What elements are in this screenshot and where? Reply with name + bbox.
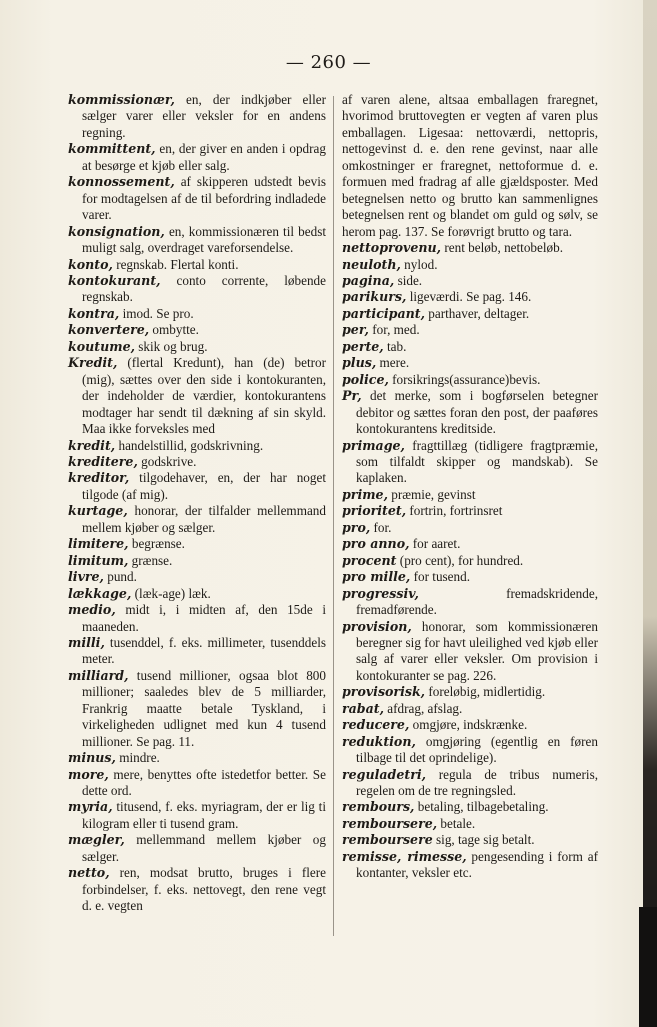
entry-headword: pagina, (342, 272, 395, 288)
entry-headword: plus, (342, 355, 377, 371)
entry-headword: myria, (68, 799, 113, 815)
dictionary-entry (342, 388, 598, 437)
entry-definition: omgjøring (egentlig en føren tilbage til det oprindelige). (356, 733, 598, 766)
entry-definition: ren, modsat brutto, bruges i flere forbindelser, f. eks. nettovegt, den rene vegt d. e. vegten (82, 865, 326, 914)
page-edge-shadow (639, 907, 657, 1027)
dictionary-entry (342, 92, 598, 240)
dictionary-entry (68, 92, 326, 141)
entry-definition: fremadskridende, fremadførende. (356, 585, 598, 618)
entry-definition: omgjøre, indskrænke. (409, 717, 528, 733)
entry-definition: honorar, som kommissionæren beregner sig for havt uleilighed ved kjøb eller salg af varer eller veksler. Om provision i kontokuranter se pag. 226. (356, 618, 598, 683)
entry-headword: pro mille, (342, 569, 411, 585)
dictionary-entry (342, 438, 598, 487)
entry-headword: kommissionær, (68, 92, 175, 107)
entry-definition: tilgodehaver, en, der har noget tilgode (af mig). (82, 470, 326, 502)
dictionary-entry (68, 306, 326, 322)
entry-definition: midt i, i midten af, den 15de i maaneden. (82, 602, 326, 634)
entry-headword: more, (68, 766, 109, 782)
entry-headword: prime, (342, 486, 388, 502)
dictionary-entry (342, 339, 598, 355)
entry-headword: perte, (342, 338, 384, 354)
entry-headword: parikurs, (342, 289, 407, 305)
dictionary-entry (68, 586, 326, 602)
entry-definition: ombytte. (149, 322, 199, 338)
dictionary-entry (342, 619, 598, 685)
entry-headword: participant, (342, 305, 425, 321)
entry-definition: en, kommissionæren til bedst muligt salg, overdraget vareforsendelse. (82, 223, 326, 256)
entry-headword: kommittent, (68, 141, 156, 157)
column-divider (333, 96, 334, 936)
entry-definition: betaling, tilbagebetaling. (414, 799, 549, 815)
dictionary-entry (342, 355, 598, 371)
dictionary-entry (68, 454, 326, 470)
entry-definition: imod. Se pro. (119, 305, 194, 321)
dictionary-entry (342, 799, 598, 815)
entry-headword: reguladetri, (342, 766, 426, 782)
entry-headword: prioritet, (342, 503, 407, 519)
entry-headword: per, (342, 322, 369, 338)
entry-headword: mægler, (68, 832, 125, 848)
entry-definition: en, der giver en anden i opdrag at besørge et kjøb eller salg. (82, 141, 326, 173)
entry-definition: titusend, f. eks. myriagram, der er lig ti kilogram eller ti tusend gram. (82, 799, 326, 831)
dictionary-entry (342, 503, 598, 519)
dictionary-entry (342, 487, 598, 503)
dictionary-entry (68, 865, 326, 914)
entry-headword: primage, (342, 437, 405, 453)
entry-definition: for aaret. (409, 536, 461, 552)
dictionary-entry (342, 322, 598, 338)
entry-definition: regnskab. Flertal konti. (112, 256, 239, 272)
entry-headword: konto, (68, 256, 113, 272)
dictionary-entry (68, 273, 326, 306)
entry-headword: progressiv, (342, 585, 419, 601)
dictionary-entry (68, 503, 326, 536)
entry-headword: netto, (68, 865, 110, 881)
entry-definition: pund. (103, 569, 137, 585)
dictionary-entry (342, 849, 598, 882)
entry-definition: mere. (376, 355, 410, 371)
dictionary-entry (342, 586, 598, 619)
dictionary-entry (68, 569, 326, 585)
entry-definition: grænse. (128, 552, 173, 568)
dictionary-entry (342, 684, 598, 700)
entry-headword: limitere, (68, 536, 129, 552)
dictionary-entry (342, 553, 598, 569)
entry-headword: minus, (68, 750, 116, 766)
dictionary-entry (342, 520, 598, 536)
entry-definition: honorar, der tilfalder mellemmand mellem kjøber og sælger. (82, 503, 326, 535)
dictionary-entry (342, 717, 598, 733)
entry-headword: koutume, (68, 338, 135, 354)
dictionary-entry (68, 322, 326, 338)
entry-headword: medio, (68, 602, 116, 618)
entry-definition: tab. (383, 338, 407, 354)
dictionary-entry (342, 240, 598, 256)
entry-headword: nettoprovenu, (342, 240, 442, 256)
entry-headword: police, (342, 371, 389, 387)
entry-headword: reducere, (342, 717, 410, 733)
entry-definition: mere, benyttes ofte istedetfor better. Se dette ord. (82, 766, 326, 799)
entry-headword: neuloth, (342, 256, 401, 272)
entry-headword: kontra, (68, 305, 120, 321)
entry-headword: pro, (342, 519, 371, 535)
dictionary-entry (342, 536, 598, 552)
dictionary-entry (68, 438, 326, 454)
entry-headword: pro anno, (342, 536, 410, 552)
dictionary-entry (342, 306, 598, 322)
dictionary-entry (342, 816, 598, 832)
entry-headword: milli, (68, 634, 105, 650)
entry-headword: provisorisk, (342, 684, 426, 700)
dictionary-entry (68, 602, 326, 635)
entry-definition: forsikrings(assurance)bevis. (388, 371, 541, 387)
entry-headword: rabat, (342, 700, 384, 716)
entry-definition: parthaver, deltager. (424, 305, 530, 321)
entry-definition: mindre. (115, 750, 160, 766)
entry-definition: det merke, som i bogførselen betegner debitor og sættes foran den post, der paaføres kontokurantens kreditside. (356, 388, 598, 437)
dictionary-entry (342, 569, 598, 585)
entry-headword: lækkage, (68, 585, 132, 601)
entry-headword: Kredit, (68, 355, 118, 371)
entry-headword: milliard, (68, 667, 129, 683)
right-column (342, 92, 598, 882)
dictionary-entry (342, 767, 598, 800)
dictionary-entry (68, 832, 326, 865)
entry-headword: rembours, (342, 799, 415, 815)
entry-definition: tusenddel, f. eks. millimeter, tusenddels meter. (82, 634, 326, 667)
entry-headword: remboursere, (342, 815, 438, 831)
entry-headword: remisse, rimesse, (342, 848, 467, 864)
entry-headword: procent (342, 552, 397, 568)
entry-definition: af skipperen udstedt bevis for modtagelsen af de til befordring indladede varer. (82, 174, 326, 223)
dictionary-entry (68, 470, 326, 503)
dictionary-entry (342, 257, 598, 273)
entry-headword: reduktion, (342, 733, 416, 749)
dictionary-entry (342, 832, 598, 848)
entry-definition: (flertal Kredunt), han (de) betror (mig), sættes over den side i kontokuranten, der indeholder de værdier, kontokurantens modtager har sendt til dækning af sin skyld. Maa ikke forveksles med (82, 355, 326, 437)
entry-definition: for tusend. (410, 569, 471, 585)
entry-definition: foreløbig, midlertidig. (425, 684, 546, 700)
left-column (68, 92, 326, 915)
entry-definition: skik og brug. (134, 338, 208, 354)
entry-headword: Pr, (342, 388, 362, 404)
entry-definition: handelstillid, godskrivning. (115, 437, 264, 453)
entry-definition: betale. (437, 815, 476, 831)
page-number: — 260 — (285, 52, 372, 73)
entry-definition: (pro cent), for hundred. (396, 552, 524, 568)
dictionary-entry (68, 141, 326, 174)
dictionary-entry (342, 372, 598, 388)
entry-definition: pengesending i form af kontanter, veksler etc. (356, 848, 598, 881)
entry-headword: konvertere, (68, 322, 150, 338)
dictionary-entry (342, 734, 598, 767)
dictionary-entry (68, 553, 326, 569)
entry-definition: godskrive. (137, 453, 197, 469)
entry-definition: fortrin, fortrinsret (406, 503, 503, 519)
entry-definition: tusend millioner, ogsaa blot 800 millioner; saaledes blev de 5 milliarder, Frankrig maatte betale Tyskland, i virkeligheden udlignet med kun 4 tusend millioner. Se pag. 11. (82, 667, 326, 749)
entry-definition: fragttillæg (tidligere fragtpræmie, som tilfaldt skipper og mandskab). Se kaplaken. (356, 437, 598, 486)
entry-headword: kreditor, (68, 470, 130, 486)
entry-headword: konnossement, (68, 174, 175, 190)
entry-definition: for. (370, 519, 392, 535)
entry-definition: rent beløb, nettobeløb. (441, 240, 564, 256)
entry-definition: side. (394, 272, 423, 288)
entry-definition: regula de tribus numeris, regelen om de tre regningsled. (356, 766, 598, 799)
entry-headword: livre, (68, 569, 104, 585)
entry-headword: limitum, (68, 552, 129, 568)
entry-definition: ligeværdi. Se pag. 146. (406, 289, 532, 305)
entry-definition: af varen alene, altsaa emballagen fraregnet, hvorimod bruttovegten er vegten af varen plus emballagen. Ligesaa: nettoværdi, nettopris, nettogevinst d. e. den rene gevinst, naar alle omkostninger er fraregnet, nettoformue d. e. formuen med fradrag af alle gjældsposter. Med betegnelsen netto og brutto kan sammenlignes betegnelsen rent og blandet om guld og sølv, se herom pag. 137. Se forøvrigt brutto og tara. (342, 92, 598, 239)
dictionary-entry (68, 339, 326, 355)
entry-definition: afdrag, afslag. (383, 700, 463, 716)
entry-definition: sig, tage sig betalt. (432, 832, 535, 848)
dictionary-entry (68, 355, 326, 437)
entry-definition: for, med. (368, 322, 420, 338)
dictionary-entry (342, 289, 598, 305)
entry-headword: kurtage, (68, 503, 128, 519)
entry-headword: konsignation, (68, 223, 165, 239)
entry-headword: kontokurant, (68, 272, 161, 288)
entry-definition: mellemmand mellem kjøber og sælger. (82, 832, 326, 864)
entry-definition: conto corrente, løbende regnskab. (82, 272, 326, 305)
dictionary-entry (68, 174, 326, 223)
page-edge (643, 0, 657, 1027)
entry-headword: kredit, (68, 437, 116, 453)
dictionary-entry (68, 635, 326, 668)
dictionary-entry (68, 767, 326, 800)
dictionary-entry (68, 536, 326, 552)
dictionary-entry (68, 257, 326, 273)
entry-definition: (læk-age) læk. (131, 585, 211, 601)
dictionary-entry (68, 224, 326, 257)
entry-definition: en, der indkjøber eller sælger varer eller veksler for en andens regning. (82, 92, 326, 140)
dictionary-entry (68, 750, 326, 766)
dictionary-entry (68, 668, 326, 750)
entry-definition: præmie, gevinst (387, 486, 476, 502)
dictionary-entry (342, 701, 598, 717)
entry-headword: remboursere (342, 832, 433, 848)
dictionary-entry (342, 273, 598, 289)
entry-headword: provision, (342, 618, 412, 634)
entry-definition: nylod. (400, 256, 438, 272)
dictionary-entry (68, 799, 326, 832)
entry-headword: kreditere, (68, 453, 138, 469)
entry-definition: begrænse. (128, 536, 185, 552)
